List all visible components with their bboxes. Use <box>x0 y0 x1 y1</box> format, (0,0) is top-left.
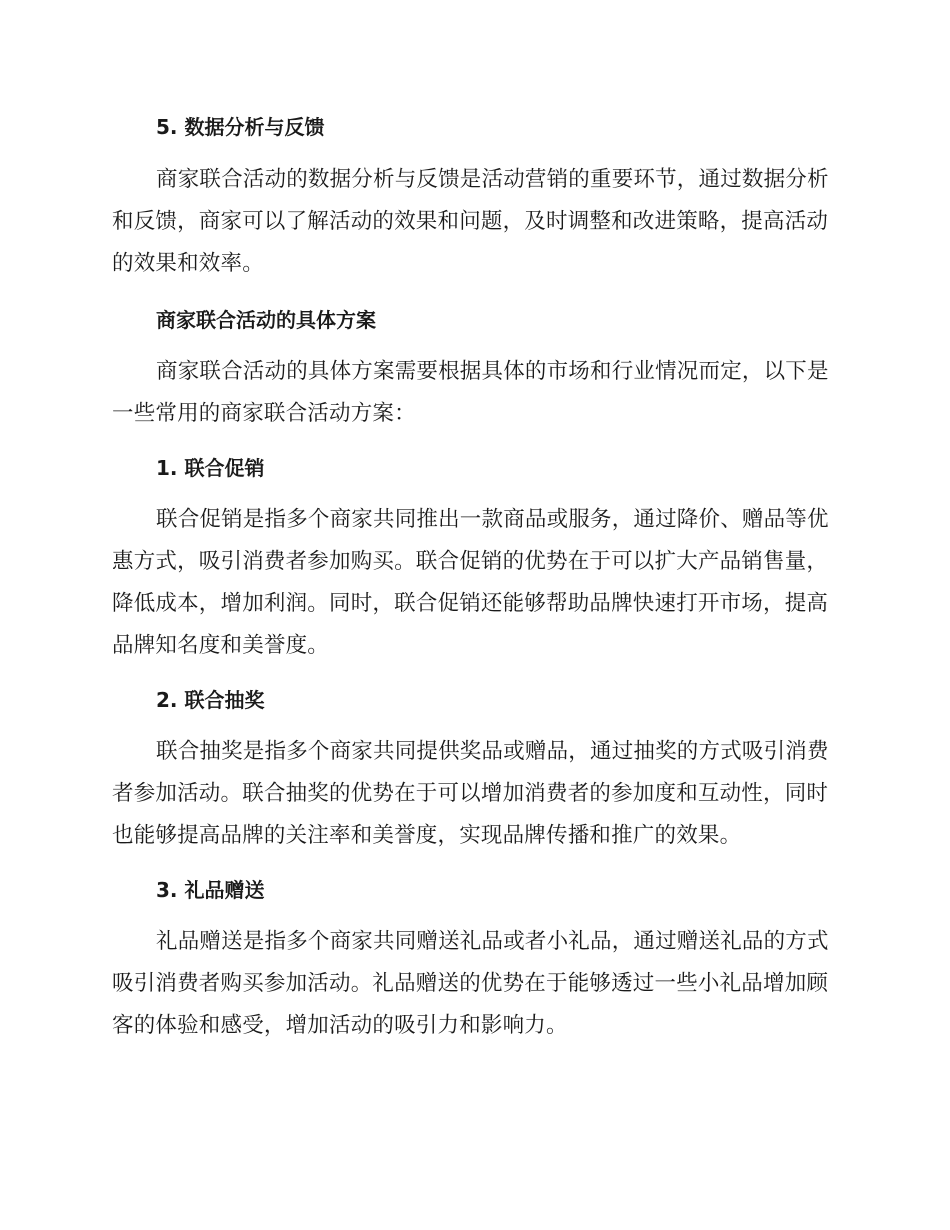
section-heading-joint-lottery: 2. 联合抽奖 <box>156 688 265 712</box>
section-heading-specific-plans: 商家联合活动的具体方案 <box>156 308 376 332</box>
section-paragraph-specific-plans: 商家联合活动的具体方案需要根据具体的市场和行业情况而定，以下是一些常用的商家联合活动方案： <box>112 359 829 426</box>
section-paragraph-joint-promotion: 联合促销是指多个商家共同推出一款商品或服务，通过降价、赠品等优惠方式，吸引消费者参加购买。联合促销的优势在于可以扩大产品销售量，降低成本，增加利润。同时，联合促销还能够帮助品牌快速打开市场，提高品牌知名度和美誉度。 <box>112 507 829 658</box>
section-heading-data-analysis: 5. 数据分析与反馈 <box>156 115 325 139</box>
section-heading-joint-promotion: 1. 联合促销 <box>156 456 265 480</box>
section-paragraph-gift-giving: 礼品赠送是指多个商家共同赠送礼品或者小礼品，通过赠送礼品的方式吸引消费者购买参加活动。礼品赠送的优势在于能够透过一些小礼品增加顾客的体验和感受，增加活动的吸引力和影响力。 <box>112 929 829 1038</box>
section-paragraph-joint-lottery: 联合抽奖是指多个商家共同提供奖品或赠品，通过抽奖的方式吸引消费者参加活动。联合抽奖的优势在于可以增加消费者的参加度和互动性，同时也能够提高品牌的关注率和美誉度，实现品牌传播和推广的效果。 <box>112 739 829 848</box>
document-page <box>112 112 830 1047</box>
section-heading-gift-giving: 3. 礼品赠送 <box>156 878 265 902</box>
section-paragraph-data-analysis: 商家联合活动的数据分析与反馈是活动营销的重要环节，通过数据分析和反馈，商家可以了解活动的效果和问题，及时调整和改进策略，提高活动的效果和效率。 <box>112 167 829 276</box>
